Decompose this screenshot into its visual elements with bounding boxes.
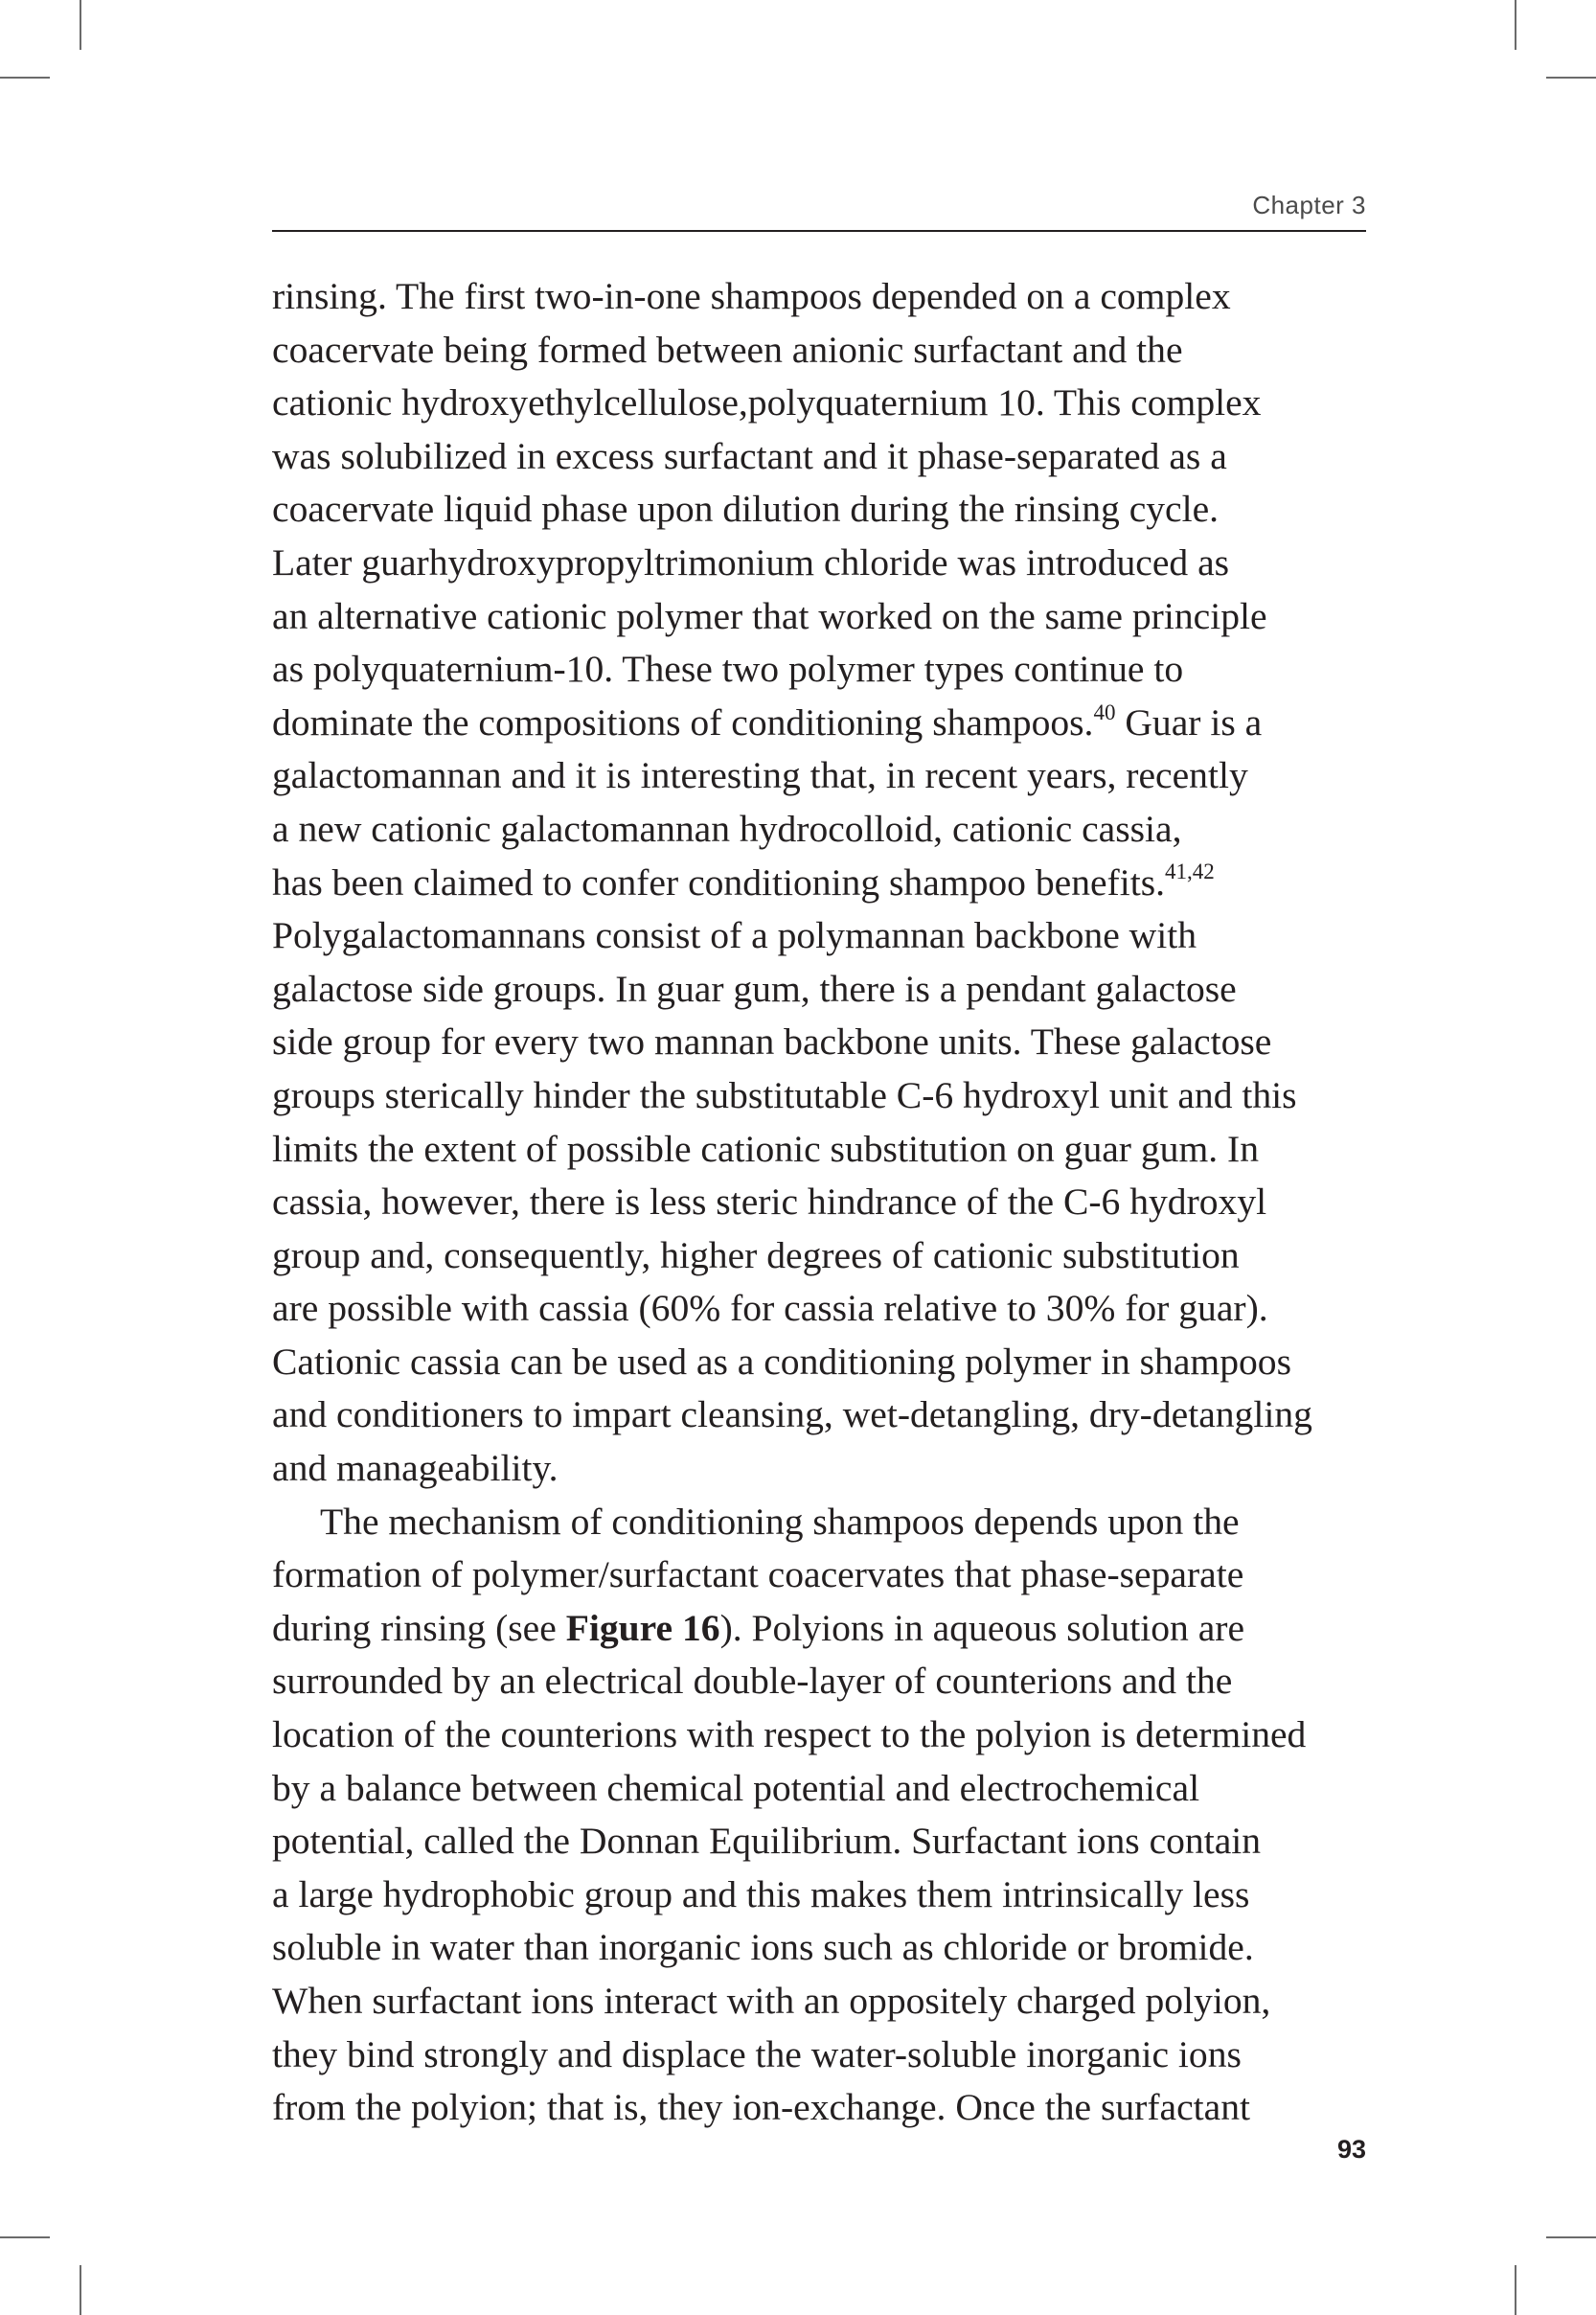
text-line: as polyquaternium-10. These two polymer types continue to [272,648,1184,691]
text-line: Polygalactomannans consist of a polymannan backbone with [272,914,1197,957]
crop-mark-bottom-right [1515,2265,1516,2315]
crop-mark-bottom-left [0,2236,50,2238]
text-line: potential, called the Donnan Equilibrium. Surfactant ions contain [272,1820,1262,1863]
text-line: limits the extent of possible cationic substitution on guar gum. In [272,1127,1259,1170]
text-line: was solubilized in excess surfactant and it phase-separated as a [272,434,1227,477]
text-run: dominate the compositions of conditioning shampoos. [272,700,1094,744]
text-run: has been claimed to confer conditioning shampoo benefits. [272,860,1166,904]
text-line: an alternative cationic polymer that worked on the same principle [272,594,1267,637]
text-line: side group for every two mannan backbone units. These galactose [272,1020,1272,1064]
text-line: and conditioners to impart cleansing, wet-detangling, dry-detangling [272,1393,1312,1436]
text-line: cationic hydroxyethylcellulose,polyquaternium 10. This complex [272,381,1262,424]
citation-reference: 41,42 [1165,860,1215,884]
text-line: are possible with cassia (60% for cassia relative to 30% for guar). [272,1287,1268,1330]
crop-mark-top-left [80,0,81,50]
text-line: cassia, however, there is less steric hindrance of the C-6 hydroxyl [272,1180,1267,1224]
text-line [272,697,1366,750]
text-line [272,1496,1366,1549]
crop-mark-top-right [1546,77,1596,79]
text-line: a large hydrophobic group and this makes them intrinsically less [272,1872,1250,1915]
crop-mark-top-right [1515,0,1516,50]
text-run: The mechanism of conditioning shampoos depends upon the [320,1500,1240,1543]
citation-reference: 40 [1093,699,1116,724]
page-number: 93 [1336,2135,1366,2164]
text-line: from the polyion; that is, they ion-exchange. Once the surfactant [272,2086,1251,2129]
text-run: Guar is a [1115,700,1263,744]
text-line: a new cationic galactomannan hydrocolloid, cationic cassia, [272,807,1182,850]
text-line: Cationic cassia can be used as a conditioning polymer in shampoos [272,1340,1291,1383]
text-line [272,857,1366,910]
text-line: by a balance between chemical potential and electrochemical [272,1766,1200,1809]
crop-mark-top-left [0,77,50,79]
running-head [272,182,1366,232]
chapter-label: Chapter 3 [1252,191,1366,219]
text-line: group and, consequently, higher degrees of cationic substitution [272,1233,1240,1276]
text-line: and manageability. [272,1447,559,1490]
text-line: soluble in water than inorganic ions such as chloride or bromide. [272,1926,1254,1969]
text-line: surrounded by an electrical double-layer of counterions and the [272,1660,1233,1703]
text-run: ). Polyions in aqueous solution are [719,1606,1245,1649]
figure-reference: Figure 16 [565,1606,720,1649]
text-line: coacervate liquid phase upon dilution during the rinsing cycle. [272,488,1220,531]
text-line [272,1602,1366,1656]
text-line: coacervate being formed between anionic surfactant and the [272,328,1183,371]
text-line: When surfactant ions interact with an oppositely charged polyion, [272,1980,1271,2022]
text-line: galactomannan and it is interesting that, in recent years, recently [272,754,1248,797]
crop-mark-bottom-right [1546,2236,1596,2238]
text-line: they bind strongly and displace the water-soluble inorganic ions [272,2032,1242,2075]
text-line: groups sterically hinder the substitutable C-6 hydroxyl unit and this [272,1073,1297,1116]
text-line: Later guarhydroxypropyltrimonium chloride was introduced as [272,540,1230,584]
text-line: rinsing. The first two-in-one shampoos depended on a complex [272,275,1231,317]
crop-mark-bottom-left [80,2265,81,2315]
text-line: galactose side groups. In guar gum, there is a pendant galactose [272,967,1237,1010]
text-run: during rinsing (see [272,1606,566,1649]
text-line: formation of polymer/surfactant coacervates that phase-separate [272,1553,1244,1596]
text-line: location of the counterions with respect to the polyion is determined [272,1713,1307,1756]
body-text [272,270,1366,2135]
